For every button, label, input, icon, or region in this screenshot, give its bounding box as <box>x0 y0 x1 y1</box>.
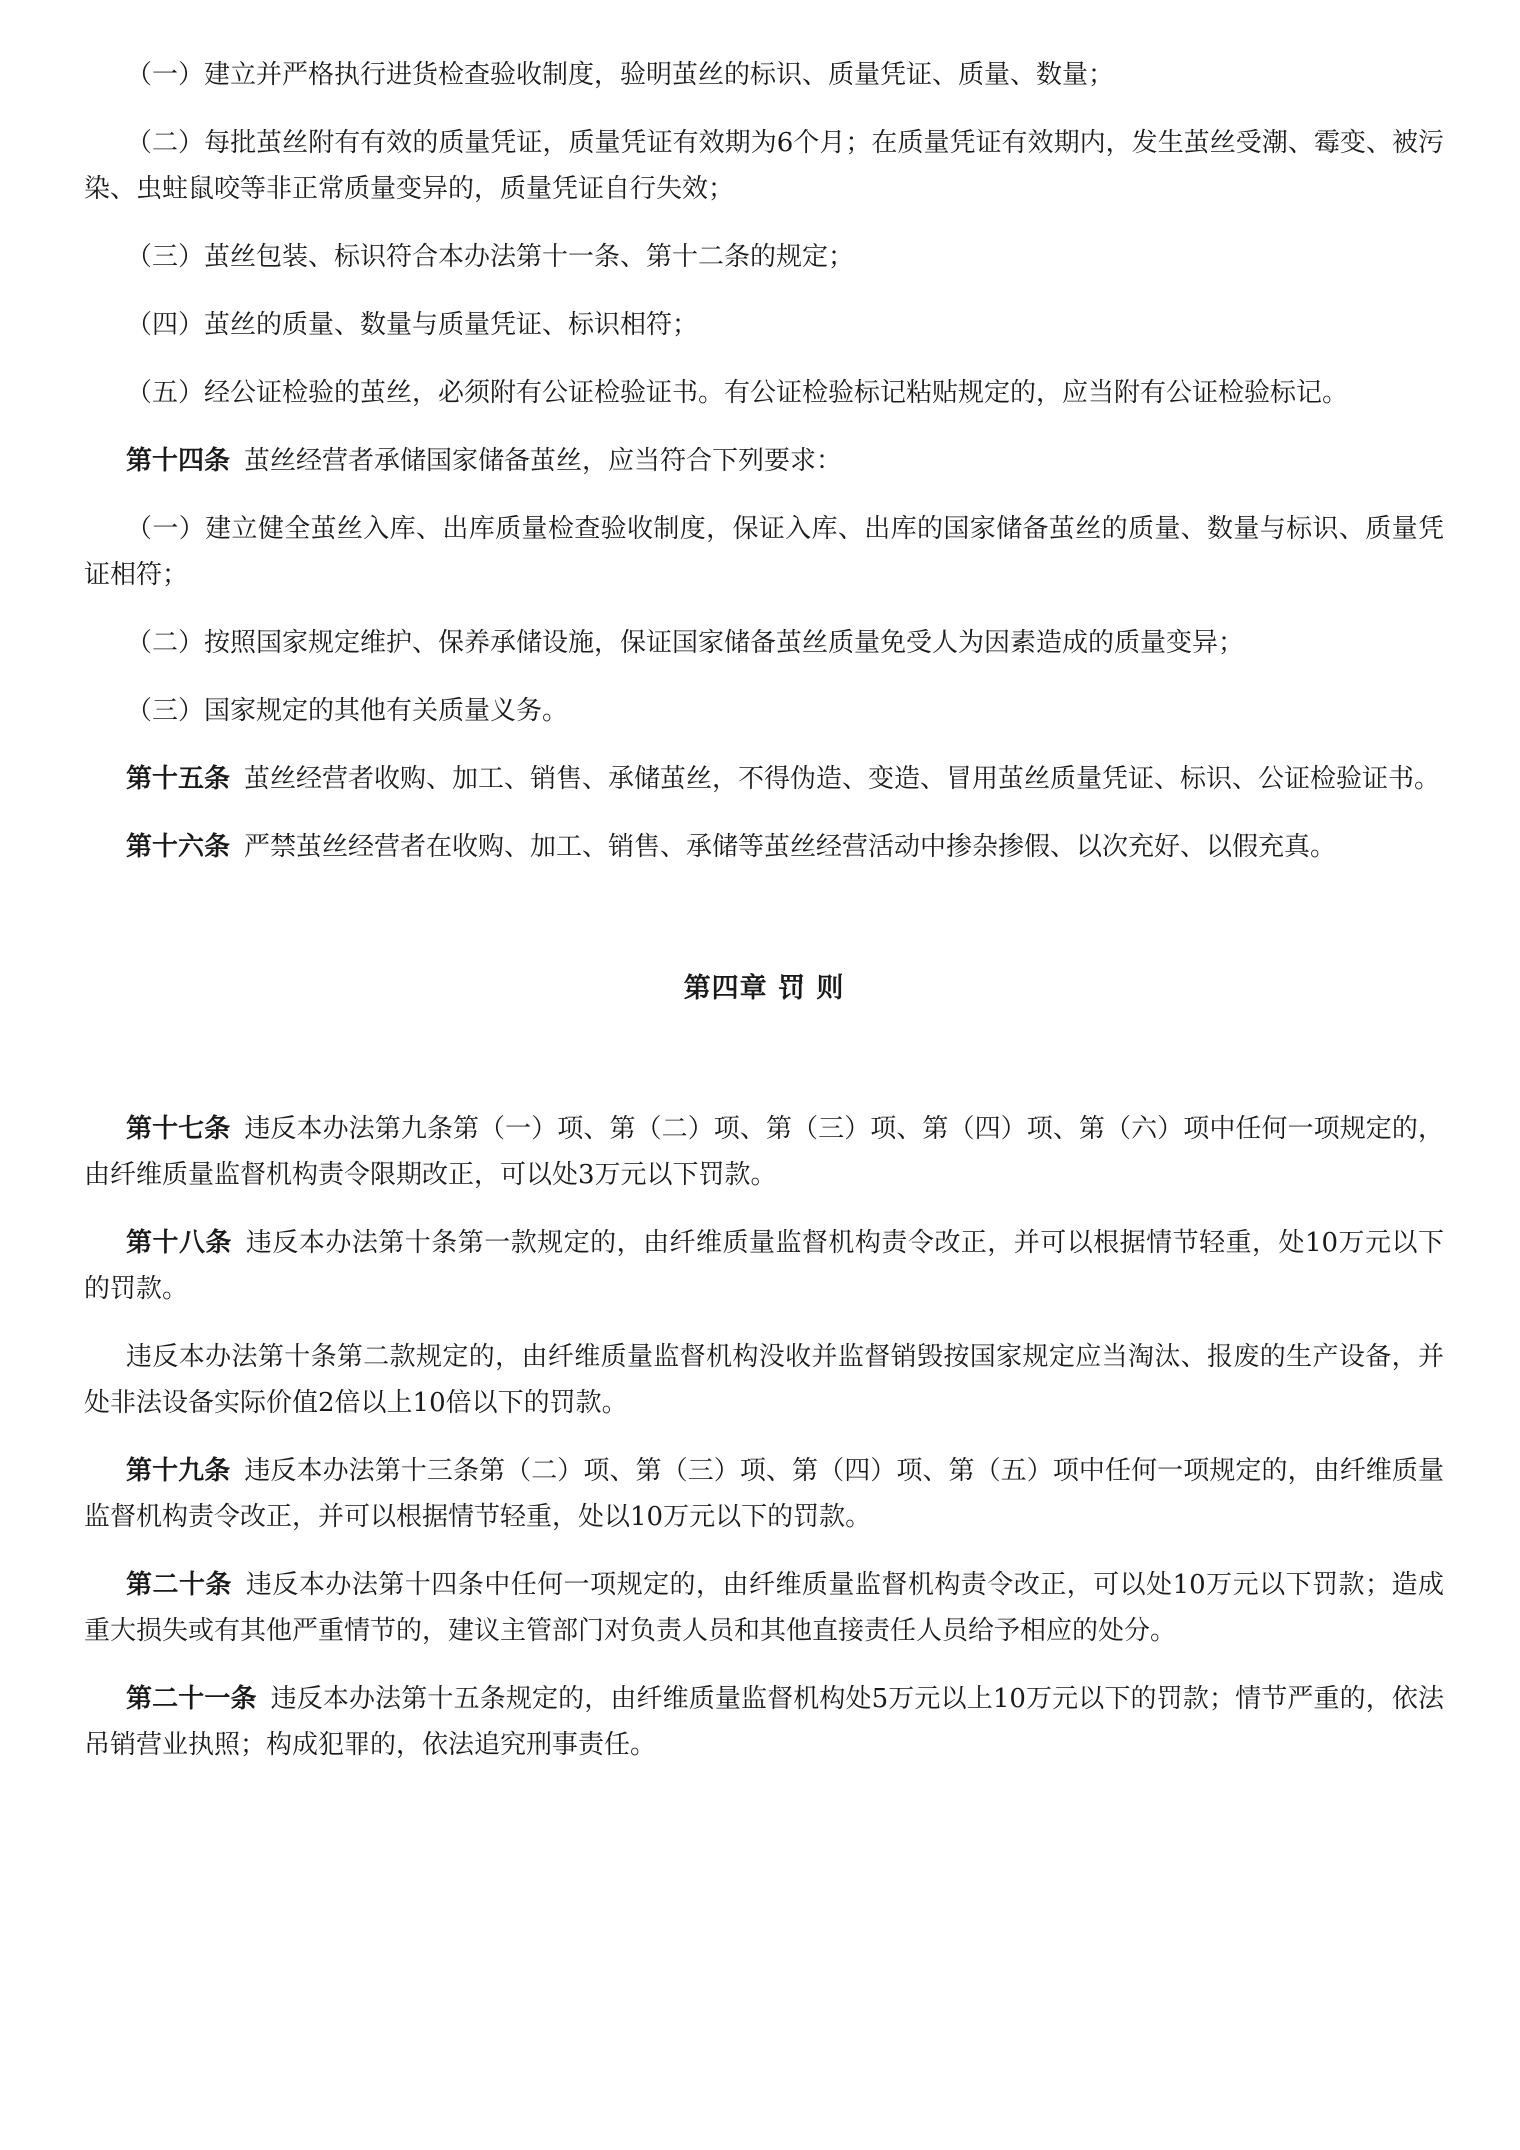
clause-paragraph <box>84 620 1444 666</box>
article-number: 第二十一条 <box>126 1684 257 1714</box>
article-paragraph <box>84 1448 1444 1540</box>
paragraph-text: （三）国家规定的其他有关质量义务。 <box>126 696 569 726</box>
clause-paragraph <box>84 302 1444 348</box>
clause-paragraph <box>84 688 1444 734</box>
chapter-heading: 第四章 罚 则 <box>683 973 845 1004</box>
article-paragraph <box>84 1220 1444 1312</box>
article-number: 第十七条 <box>126 1114 231 1144</box>
paragraph-text: （二）按照国家规定维护、保养承储设施，保证国家储备茧丝质量免受人为因素造成的质量变异； <box>126 628 1245 658</box>
paragraph-text: （一）建立并严格执行进货检查验收制度，验明茧丝的标识、质量凭证、质量、数量； <box>126 60 1115 90</box>
paragraph-text: （四）茧丝的质量、数量与质量凭证、标识相符； <box>126 310 699 340</box>
article-number: 第十六条 <box>126 832 231 862</box>
article-paragraph <box>84 1676 1444 1768</box>
paragraph-text: 违反本办法第九条第（一）项、第（二）项、第（三）项、第（四）项、第（六）项中任何一项规定的，由纤维质量监督机构责令限期改正，可以处3万元以下罚款。 <box>84 1114 1444 1190</box>
paragraph-text: 违反本办法第十五条规定的，由纤维质量监督机构处5万元以上10万元以下的罚款；情节严重的，依法吊销营业执照；构成犯罪的，依法追究刑事责任。 <box>84 1684 1444 1760</box>
clause-paragraph <box>84 1334 1444 1426</box>
paragraph-text: 违反本办法第十条第二款规定的，由纤维质量监督机构没收并监督销毁按国家规定应当淘汰、报废的生产设备，并处非法设备实际价值2倍以上10倍以下的罚款。 <box>84 1342 1444 1418</box>
paragraph-text: 茧丝经营者收购、加工、销售、承储茧丝，不得伪造、变造、冒用茧丝质量凭证、标识、公证检验证书。 <box>244 764 1441 794</box>
clause-paragraph <box>84 506 1444 598</box>
paragraph-text: 严禁茧丝经营者在收购、加工、销售、承储等茧丝经营活动中掺杂掺假、以次充好、以假充真。 <box>244 832 1337 862</box>
paragraph-text: 违反本办法第十四条中任何一项规定的，由纤维质量监督机构责令改正，可以处10万元以下罚款；造成重大损失或有其他严重情节的，建议主管部门对负责人员和其他直接责任人员给予相应的处分。 <box>84 1570 1444 1646</box>
paragraph-text: （一）建立健全茧丝入库、出库质量检查验收制度，保证入库、出库的国家储备茧丝的质量、数量与标识、质量凭证相符； <box>84 514 1444 590</box>
clause-paragraph <box>84 234 1444 280</box>
article-number: 第十八条 <box>126 1228 232 1258</box>
paragraph-text: （二）每批茧丝附有有效的质量凭证，质量凭证有效期为6个月；在质量凭证有效期内，发生茧丝受潮、霉变、被污染、虫蛀鼠咬等非正常质量变异的，质量凭证自行失效； <box>84 128 1444 204</box>
article-paragraph <box>84 1562 1444 1654</box>
paragraph-text: （三）茧丝包装、标识符合本办法第十一条、第十二条的规定； <box>126 242 855 272</box>
article-paragraph <box>84 438 1444 484</box>
clause-paragraph <box>84 370 1444 416</box>
article-number: 第十五条 <box>126 764 231 794</box>
article-paragraph <box>84 1106 1444 1198</box>
clause-paragraph <box>84 52 1444 98</box>
paragraph-text: （五）经公证检验的茧丝，必须附有公证检验证书。有公证检验标记粘贴规定的，应当附有公证检验标记。 <box>126 378 1349 408</box>
paragraph-text: 茧丝经营者承储国家储备茧丝，应当符合下列要求： <box>244 446 843 476</box>
paragraph-text: 违反本办法第十三条第（二）项、第（三）项、第（四）项、第（五）项中任何一项规定的，由纤维质量监督机构责令改正，并可以根据情节轻重，处以10万元以下的罚款。 <box>84 1456 1444 1532</box>
paragraph-text: 违反本办法第十条第一款规定的，由纤维质量监督机构责令改正，并可以根据情节轻重，处10万元以下的罚款。 <box>84 1228 1444 1304</box>
article-number: 第十九条 <box>126 1456 231 1486</box>
article-number: 第十四条 <box>126 446 231 476</box>
clause-paragraph <box>84 120 1444 212</box>
document-body <box>84 52 1444 1790</box>
article-paragraph <box>84 824 1444 870</box>
article-paragraph <box>84 756 1444 802</box>
article-number: 第二十条 <box>126 1570 232 1600</box>
